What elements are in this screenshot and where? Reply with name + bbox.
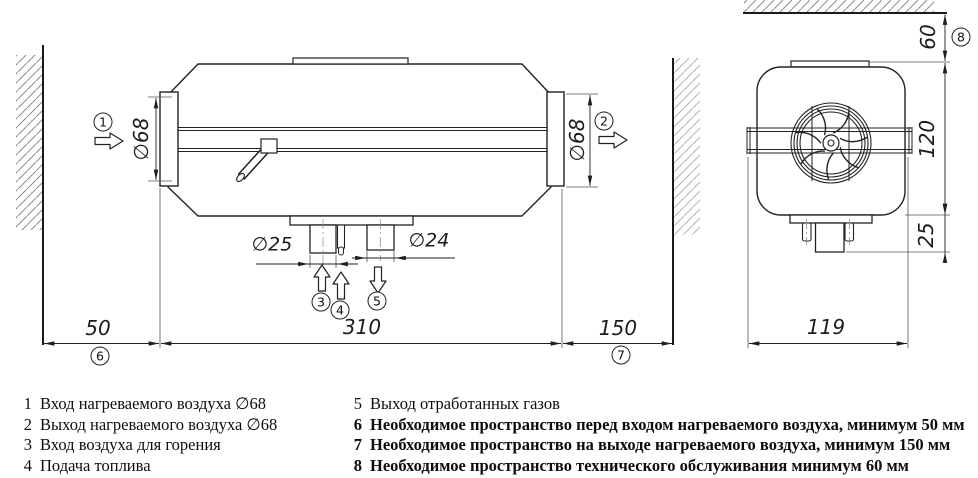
dim-height: 120: [915, 119, 939, 159]
legend-num: 4: [23, 456, 32, 475]
legend-text: Необходимое пространство технического обслуживания минимум 60 мм: [370, 456, 909, 475]
dim-length: 310: [342, 315, 382, 339]
heater-front-view: [747, 61, 912, 252]
dim-front-clearance: 50: [85, 316, 111, 340]
legend-text: Необходимое пространство перед входом нагреваемого воздуха, минимум 50 мм: [370, 415, 965, 434]
legend-num: 6: [353, 415, 362, 434]
callout-6: 6: [91, 347, 110, 366]
dim-top-clearance: 60: [916, 24, 940, 50]
bottom-mount-plate: [290, 216, 413, 225]
callout-4: 4: [331, 301, 350, 320]
outlet-flange: [547, 92, 564, 186]
top-mount-plate-front: [791, 61, 869, 67]
legend-text: Необходимое пространство на выходе нагреваемого воздуха, минимум 150 мм: [370, 435, 951, 454]
callout-8: 8: [952, 28, 971, 47]
legend-text: Вход нагреваемого воздуха ∅68: [40, 394, 266, 413]
mount-plate-front: [790, 215, 872, 223]
legend-text: Подача топлива: [40, 456, 151, 475]
legend-text: Выход нагреваемого воздуха ∅68: [40, 415, 278, 434]
legend-num: 7: [353, 435, 362, 454]
heater-side-view: [160, 58, 564, 265]
heater-body-side: [168, 64, 551, 216]
legend-num: 5: [353, 394, 362, 413]
left-wall: [16, 45, 43, 345]
top-mount-plate: [293, 58, 408, 64]
fuel-supply-tip: [339, 247, 344, 255]
dim-mount-depth: 25: [914, 222, 938, 248]
fuel-fitting: [261, 139, 277, 153]
combustion-air-flow-arrow: [314, 265, 330, 291]
callout-1: 1: [94, 113, 113, 132]
legend-text: Вход воздуха для горения: [40, 435, 221, 454]
dim-outlet-clearance: 150: [598, 316, 638, 340]
dim-outlet-diameter: ∅68: [565, 118, 589, 162]
legend-num: 1: [23, 394, 32, 413]
legend-num: 3: [23, 435, 32, 454]
legend-num: 8: [353, 456, 362, 475]
callout-5: 5: [368, 292, 387, 311]
ceiling-wall: [743, 0, 947, 13]
mount-block: [816, 223, 845, 252]
legend-text: Выход отработанных газов: [370, 394, 560, 413]
callout-2: 2: [595, 112, 614, 131]
dim-width: 119: [806, 315, 846, 339]
legend-num: 2: [23, 415, 32, 434]
inlet-flow-arrow: [95, 133, 123, 149]
right-wall: [673, 58, 700, 345]
callout-3: 3: [312, 293, 331, 312]
inlet-flange: [160, 92, 178, 186]
fuel-flow-arrow: [333, 272, 349, 299]
dim-exhaust-diameter: ∅24: [408, 229, 450, 252]
dim-combustion-diameter: ∅25: [251, 233, 293, 256]
fan-hub: [823, 135, 839, 151]
dim-inlet-diameter: ∅68: [129, 117, 153, 161]
fuel-supply-stub: [338, 225, 345, 248]
exhaust-flow-arrow: [370, 267, 386, 293]
callout-7: 7: [612, 346, 631, 365]
outlet-flow-arrow: [599, 132, 627, 148]
